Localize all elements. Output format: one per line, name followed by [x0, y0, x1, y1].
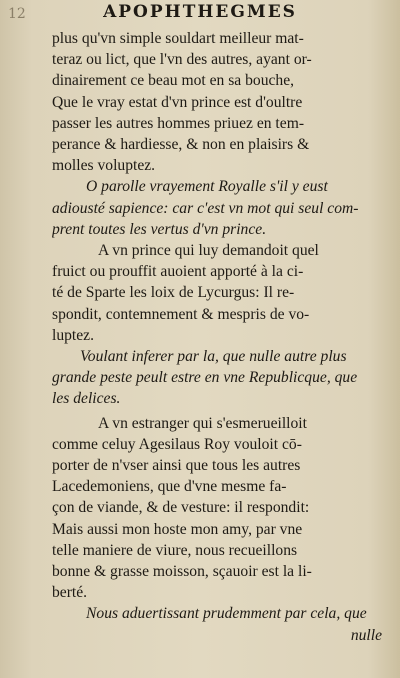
- text-line: comme celuy Agesilaus Roy vouloit cō-: [52, 435, 302, 453]
- text-line: dinairement ce beau mot en sa bouche,: [52, 72, 295, 90]
- text-line: fruict ou prouffit auoient apporté à la ci-: [52, 263, 304, 281]
- page-number: 12: [8, 6, 26, 22]
- text-line: té de Sparte les loix de Lycurgus: Il re-: [52, 284, 295, 302]
- text-line: Mais aussi mon hoste mon amy, par vne: [52, 520, 303, 538]
- text-line: les delices.: [52, 390, 121, 408]
- catchword: nulle: [350, 626, 382, 644]
- text-line: perance & hardiesse, & non en plaisirs &: [52, 136, 310, 154]
- text-line: Nous aduertissant prudemment par cela, que: [86, 605, 367, 623]
- text-line: Voulant inferer par la, que nulle autre plus: [80, 348, 347, 366]
- text-line: telle maniere de viure, nous recueillons: [52, 541, 298, 559]
- body-text: [52, 28, 388, 646]
- text-line: molles voluptez.: [52, 157, 156, 175]
- text-line: bonne & grasse moisson, sçauoir est la li-: [52, 563, 312, 581]
- text-line: luptez.: [52, 326, 94, 344]
- text-line: porter de n'vser ainsi que tous les autres: [52, 457, 301, 475]
- text-line: grande peste peult estre en vne Republicque, que: [52, 369, 358, 387]
- text-line: A vn estranger qui s'esmerueilloit: [98, 414, 307, 432]
- text-line: Lacedemoniens, que d'vne mesme fa-: [52, 478, 287, 496]
- text-line: teraz ou lict, que l'vn des autres, ayant or-: [52, 51, 312, 69]
- text-line: adiousté sapience: car c'est vn mot qui seul com-: [52, 199, 359, 217]
- text-line: çon de viande, & de vesture: il respondit:: [52, 499, 310, 517]
- text-line: O parolle vrayement Royalle s'il y eust: [86, 178, 328, 196]
- text-line: passer les autres hommes priuez en tem-: [52, 114, 305, 132]
- text-line: Que le vray estat d'vn prince est d'oultre: [52, 93, 303, 111]
- text-line: prent toutes les vertus d'vn prince.: [52, 220, 267, 238]
- text-line: A vn prince qui luy demandoit quel: [98, 242, 319, 260]
- text-line: berté.: [52, 584, 88, 602]
- text-line: spondit, contemnement & mespris de vo-: [52, 305, 310, 323]
- text-line: plus qu'vn simple souldart meilleur mat-: [52, 30, 304, 47]
- running-head: APOPHTHEGMES: [103, 2, 297, 22]
